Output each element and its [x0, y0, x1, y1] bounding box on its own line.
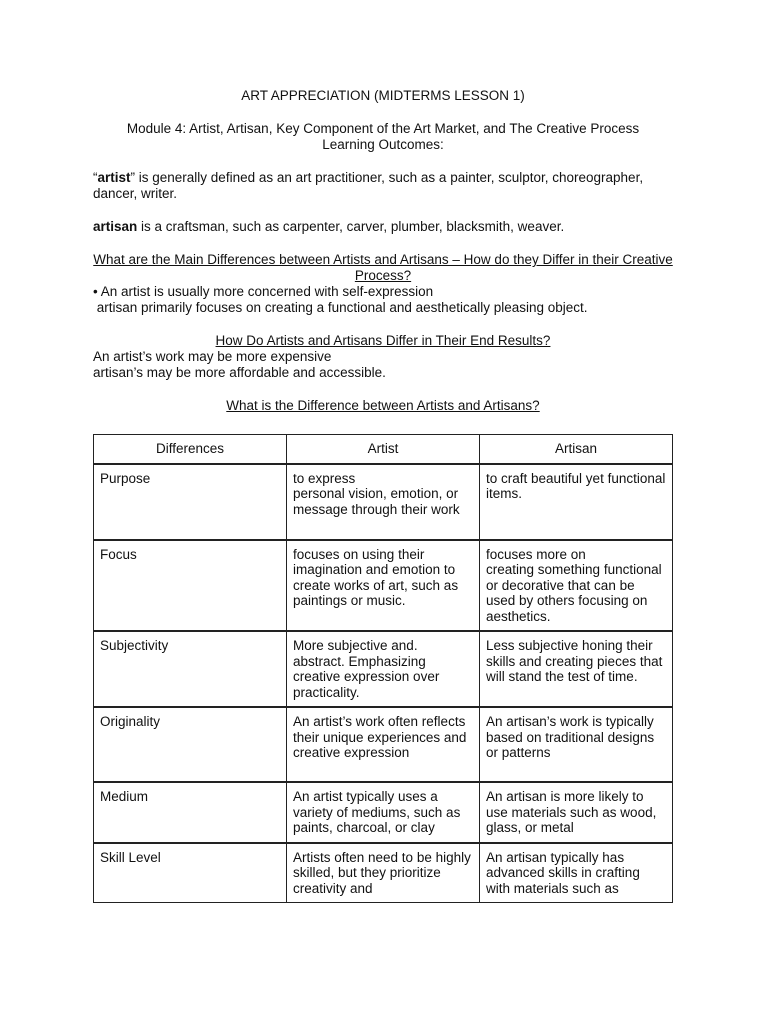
document-title: ART APPRECIATION (MIDTERMS LESSON 1)	[241, 88, 525, 103]
table-row	[94, 782, 673, 843]
row-label: Originality	[94, 707, 287, 782]
table-header-row	[94, 435, 673, 464]
artisan-cell: Less subjective honing their skills and creating pieces that will stand the test of time.	[480, 631, 673, 707]
row-label: Skill Level	[94, 843, 287, 903]
document-page	[93, 88, 673, 903]
header-artisan: Artisan	[480, 435, 673, 464]
row-label: Focus	[94, 540, 287, 632]
header-differences: Differences	[94, 435, 287, 464]
table-row	[94, 843, 673, 903]
artist-cell: Artists often need to be highly skilled, but they prioritize creativity and	[287, 843, 480, 903]
artisan-definition	[93, 219, 673, 235]
table-row	[94, 707, 673, 782]
table-row	[94, 631, 673, 707]
artisan-cell: to craft beautiful yet functional items.	[480, 464, 673, 540]
artisan-term: artisan	[93, 219, 138, 234]
artisan-cell: An artisan typically has advanced skills in crafting with materials such as	[480, 843, 673, 903]
learning-outcomes-label: Learning Outcomes:	[322, 137, 444, 152]
artist-cell: An artist typically uses a variety of mediums, such as paints, charcoal, or clay	[287, 782, 480, 843]
artist-cell: focuses on using their imagination and emotion to create works of art, such as paintings or music.	[287, 540, 480, 632]
artisan-cell: focuses more on creating something functional or decorative that can be used by others focusing on aesthetics.	[480, 540, 673, 632]
artist-definition	[93, 170, 673, 202]
artisan-definition-text: is a craftsman, such as carpenter, carver, plumber, blacksmith, weaver.	[137, 219, 565, 234]
row-label: Medium	[94, 782, 287, 843]
header-artist: Artist	[287, 435, 480, 464]
artist-definition-text: ” is generally defined as an art practitioner, such as a painter, sculptor, choreographer, dancer, writer.	[93, 170, 644, 201]
artist-cell: to express personal vision, emotion, or message through their work	[287, 464, 480, 540]
artist-open-quote: “	[93, 170, 98, 185]
end-results-heading: How Do Artists and Artisans Differ in Their End Results?	[215, 333, 551, 348]
end-results-line-2: artisan’s may be more affordable and accessible.	[93, 365, 386, 380]
creative-process-line-2: artisan primarily focuses on creating a functional and aesthetically pleasing object.	[93, 300, 588, 315]
artist-cell: An artist’s work often reflects their unique experiences and creative expression	[287, 707, 480, 782]
creative-process-heading: What are the Main Differences between Artists and Artisans – How do they Differ in their Creative Process?	[93, 252, 673, 283]
end-results-line-1: An artist’s work may be more expensive	[93, 349, 332, 364]
row-label: Subjectivity	[94, 631, 287, 707]
table-row	[94, 464, 673, 540]
module-heading: Module 4: Artist, Artisan, Key Component of the Art Market, and The Creative Process	[126, 121, 640, 136]
artist-term: artist	[97, 170, 131, 185]
artist-cell: More subjective and. abstract. Emphasizing creative expression over practicality.	[287, 631, 480, 707]
difference-table-heading: What is the Difference between Artists and Artisans?	[226, 398, 540, 413]
table-row	[94, 540, 673, 632]
comparison-table	[93, 434, 673, 903]
row-label: Purpose	[94, 464, 287, 540]
artisan-cell: An artisan’s work is typically based on traditional designs or patterns	[480, 707, 673, 782]
creative-process-line-1: • An artist is usually more concerned with self-expression	[93, 284, 434, 299]
artisan-cell: An artisan is more likely to use materials such as wood, glass, or metal	[480, 782, 673, 843]
